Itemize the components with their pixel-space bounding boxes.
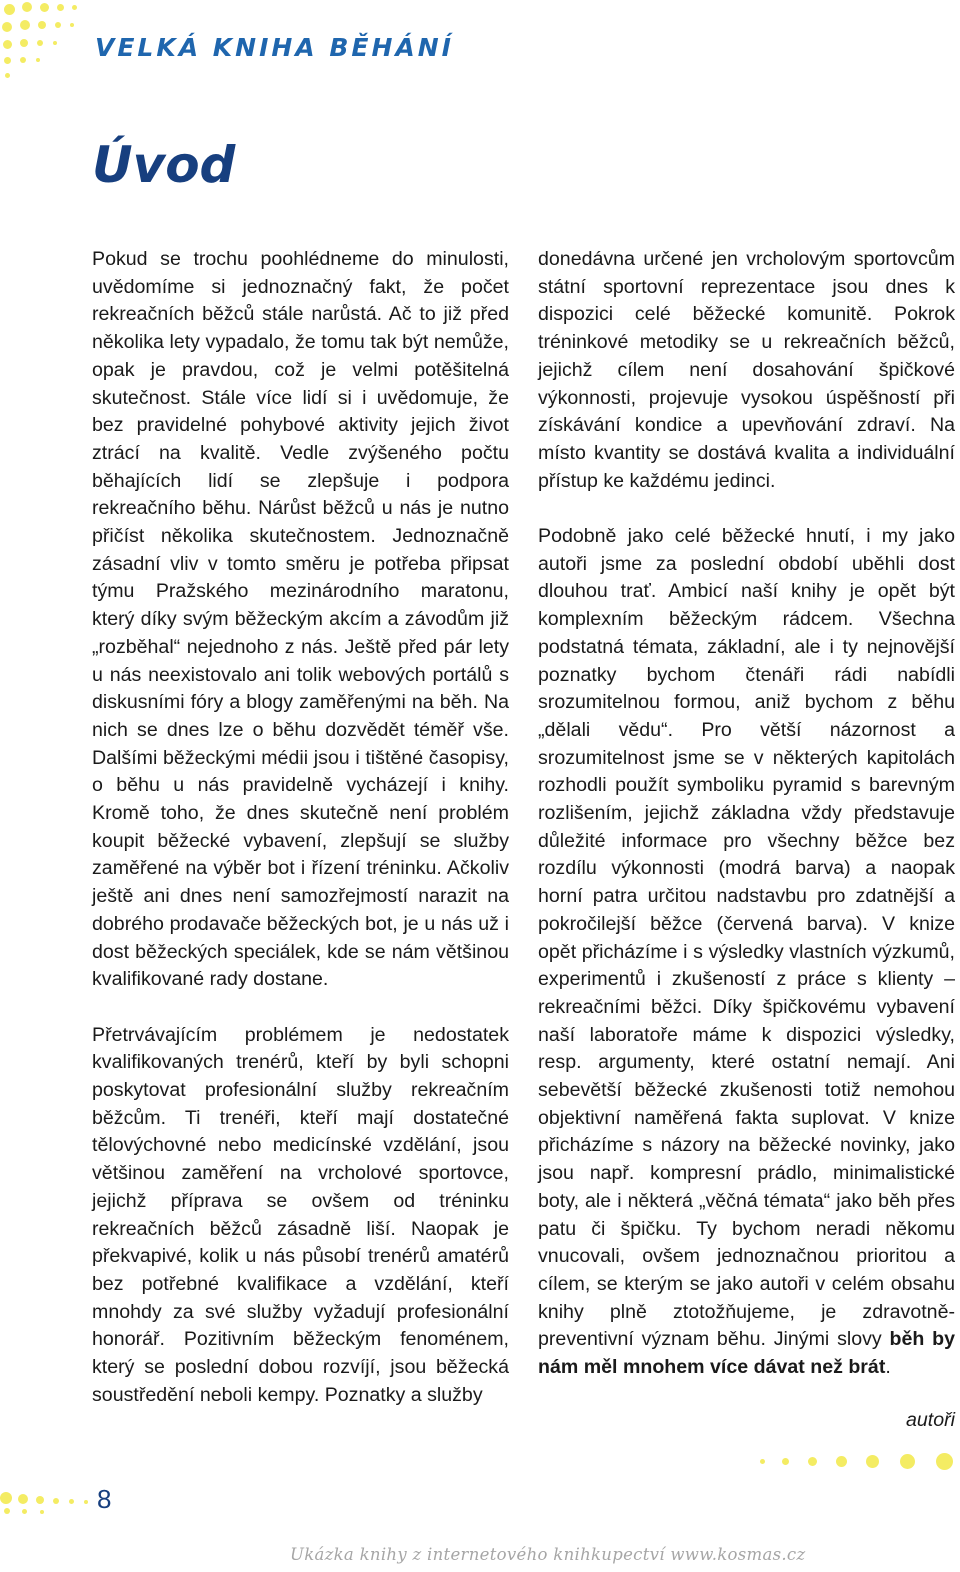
page-number: 8 <box>97 1484 112 1514</box>
paragraph: Přetrvávajícím problémem je nedostatek kvalifikovaných trenérů, kteří by byli schopni poskytovat profesionální služby rekreačním běžcům. Ti trenéři, kteří mají dostatečné tělovýchovné nebo medicínské vzdělání, jsou většinou zaměření na vrcholové sportovce, jejichž příprava se ovšem od tréninku rekreačních běžců zásadně liší. Naopak je překvapivé, kolik u nás působí trenérů amatérů bez potřebné kvalifikace a vzdělání, kteří mnohdy za své služby vyžadují profesionální honorář. Pozitivním běžeckým fenoménem, který se poslední dobou rozvíjí, jsou běžecká soustředění neboli kempy. Poznatky a služby <box>92 1023 509 1406</box>
paragraph: donedávna určené jen vrcholovým sportovcům státní sportovní reprezentace jsou dnes k dispozici celé běžecké komunitě. Pokrok tréninkové metodiky se u rekreačních běžců, jejichž cílem není dosahování špičkové výkonnosti, projevuje vysokou úspěšností při získávání kondice a upevňování zdraví. Na místo kvantity se dostává kvalita a individuální přístup ke každému jedinci. <box>538 248 955 492</box>
left-text-column <box>92 246 509 1410</box>
chapter-title: Úvod <box>92 136 236 194</box>
footer-watermark: Ukázka knihy z internetového knihkupectví www.kosmas.cz <box>290 1545 806 1564</box>
emphasized-text: běh by nám měl mnohem více dávat než brát <box>538 1328 955 1379</box>
right-text-column <box>538 246 955 1382</box>
book-title: VELKÁ KNIHA BĚHÁNÍ <box>95 33 454 62</box>
paragraph-text: Podobně jako celé běžecké hnutí, i my jako autoři jsme za poslední období uběhli dost dlouhou trať. Ambicí naší knihy je opět být komplexním běžeckým rádcem. Všechna podstatná témata, základní, ale i ty nejnovější poznatky bychom čtenáři rádi nabídli srozumitelnou formou, aniž bychom z běhu „dělali vědu“. Pro větší názornost a srozumitelnost jsme se v některých kapitolách rozhodli použít symboliku pyramid s barevným rozlišením, jejichž základna vždy představuje důležité informace pro všechny běžce bez rozdílu výkonnosti (modrá barva) a naopak horní patra určitou nadstavbu pro zdatnější a pokročilejší běžce (červená barva). V knize opět přicházíme i s výsledky vlastních výzkumů, experimentů i zkušeností z práce s klienty – rekreačními běžci. Díky špičkovému vybavení naší laboratoře máme k dispozici výsledky, resp. argumenty, které ostatní nemají. Ani sebevětší běžecké zkušenosti totiž nemohou objektivní naměřená fakta suplovat. V knize přicházíme s názory na běžecké novinky, jako jsou např. kompresní prádlo, minimalistické boty, ale i některá „věčná témata“ jako běh přes patu či špičku. Ty bychom neradi někomu vnucovali, ovšem jednoznačnou prioritou a cílem, se kterým se jako autoři v celém obsahu knihy plně ztotožňujeme, je zdravotně-preventivní význam běhu. Jinými slovy <box>538 525 955 1351</box>
bottom-right-dot-pattern <box>760 1448 960 1478</box>
top-left-dot-pattern <box>0 0 90 80</box>
authors-signature: autoři <box>905 1409 955 1431</box>
paragraph <box>538 523 955 1382</box>
paragraph: Pokud se trochu poohlédneme do minulosti, uvědomíme si jednoznačný fakt, že počet rekreačních běžců stále narůstá. Ač to již před několika lety vypadalo, že tomu tak být nemůže, opak je pravdou, což je velmi potěšitelná skutečnost. Stále více lidí si i uvědomuje, že bez pravidelné pohybové aktivity jejich život ztrácí na kvalitě. Vedle zvýšeného počtu běhajících lidí se zlepšuje i podpora rekreačního běhu. Nárůst běžců u nás je nutno přičíst několika skutečnostem. Jednoznačně zásadní vliv v tomto směru je potřeba připsat týmu Pražského mezinárodního maratonu, který díky svým běžeckým akcím a závodům již „rozběhal“ nejednoho z nás. Ještě před pár lety u nás neexistovalo ani tolik webových portálů s diskusními fóry a blogy zaměřenými na běh. Na nich se dnes lze o běhu dozvědět téměř vše. Dalšími běžeckými médii jsou i tištěné časopisy, o běhu u nás pravidelně vycházejí i knihy. Kromě toho, že dnes skutečně není problém koupit běžecké vybavení, zlepšují se služby zaměřené na výběr bot i řízení tréninku. Ačkoliv ještě ani dnes není samozřejmostí narazit na dobrého prodavače běžeckých bot, je u nás už i dost běžeckých speciálek, kde se nám většinou kvalifikované rady dostane. <box>92 248 509 991</box>
bottom-left-dot-pattern <box>0 1480 95 1520</box>
paragraph-end: . <box>885 1356 891 1379</box>
